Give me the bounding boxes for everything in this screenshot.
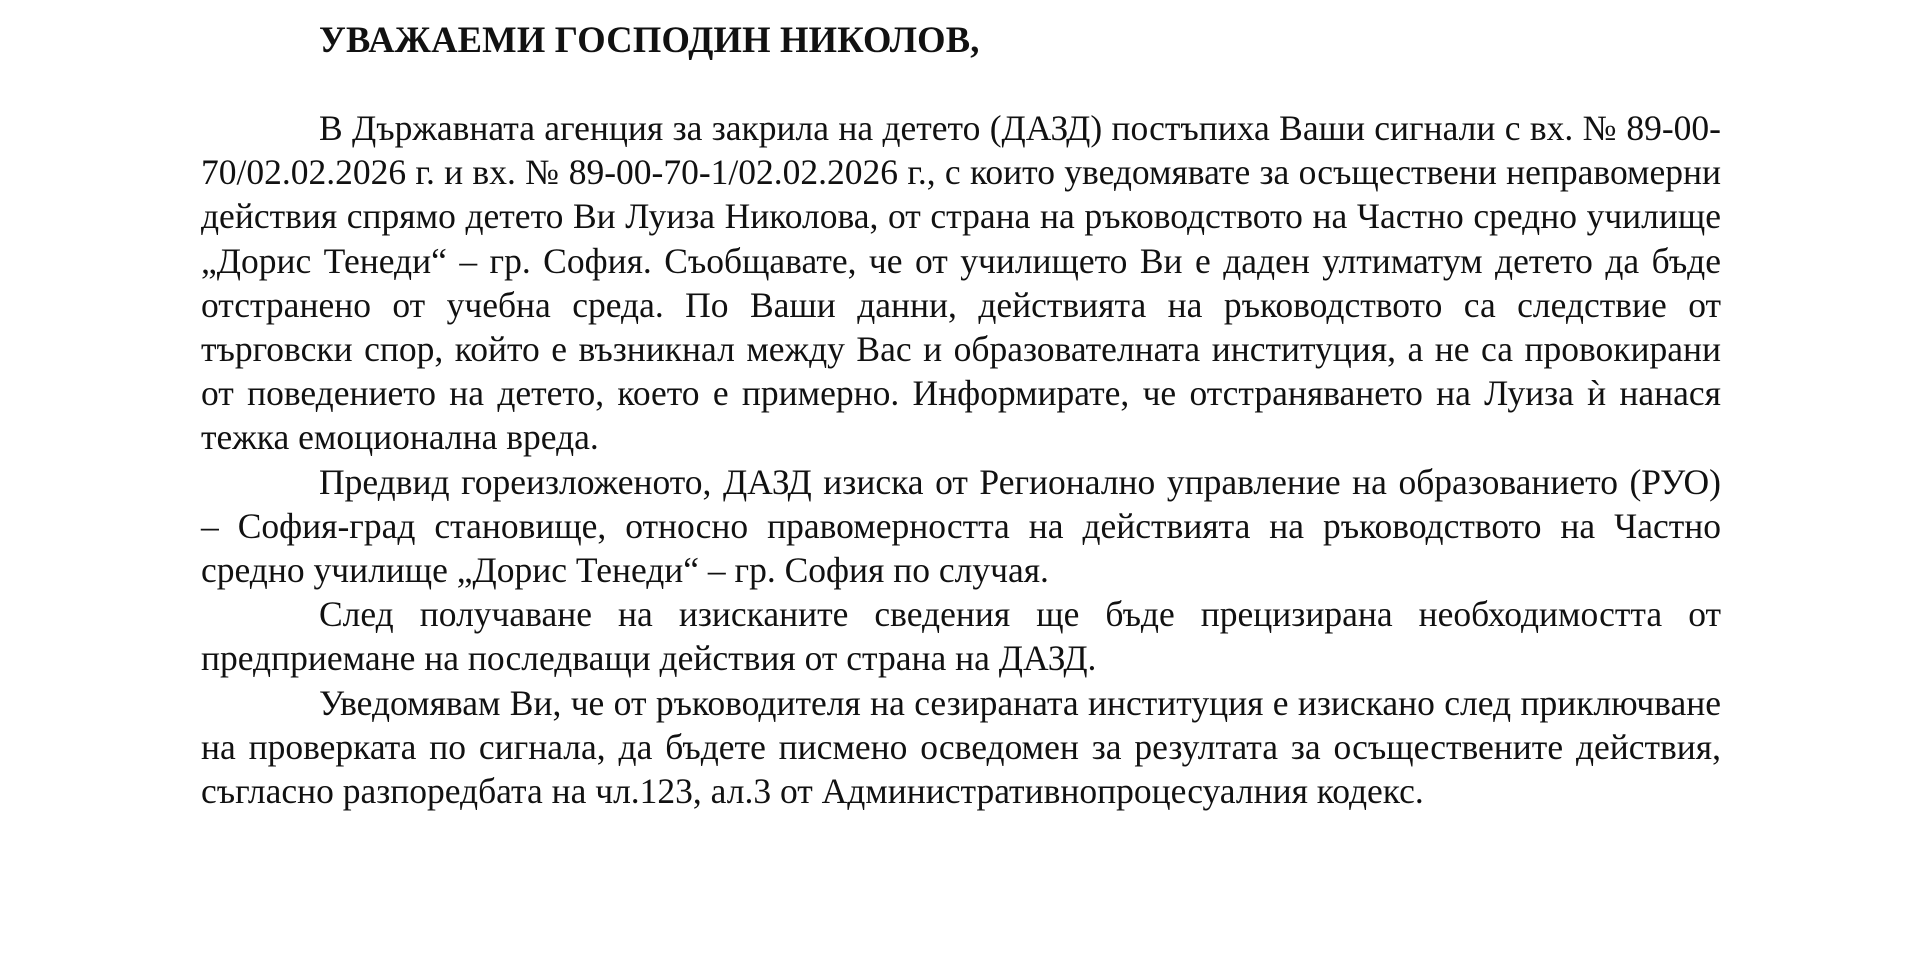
salutation: УВАЖАЕМИ ГОСПОДИН НИКОЛОВ, [319, 19, 980, 60]
paragraph-next-steps: След получаване на изисканите сведения ще бъде прецизирана необходимостта от предприемане на последващи действия от страна на ДАЗД. [201, 594, 1721, 679]
letter-body [201, 18, 1721, 813]
paragraph-request: Предвид гореизложеното, ДАЗД изиска от Регионално управление на образованието (РУО) – София-град становище, относно правомерността на действията на ръководството на Частно средно училище „Дорис Тенеди“ – гр. София по случая. [201, 461, 1721, 591]
paragraph-notification: Уведомявам Ви, че от ръководителя на сезираната институция е изискано след приключване на проверката по сигнала, да бъдете писмено осведомен за резултата за осъществените действия, съгласно разпоредбата на чл.123, ал.3 от Административнопроцесуалния кодекс. [201, 682, 1721, 812]
paragraph-complaint: В Държавната агенция за закрила на детето (ДАЗД) постъпиха Ваши сигнали с вх. № 89-00-70/02.02.2026 г. и вх. № 89-00-70-1/02.02.2026 г., с които уведомявате за осъществени неправомерни действия спрямо детето Ви Луиза Николова, от страна на ръководството на Частно средно училище „Дорис Тенеди“ – гр. София. Съобщавате, че от училището Ви е даден ултиматум детето да бъде отстранено от учебна среда. По Ваши данни, действията на ръководството са следствие от търговски спор, който е възникнал между Вас и образователната институция, а не са провокирани от поведението на детето, което е примерно. Информирате, че отстраняването на Луиза ѝ нанася тежка емоционална вреда. [201, 108, 1721, 458]
